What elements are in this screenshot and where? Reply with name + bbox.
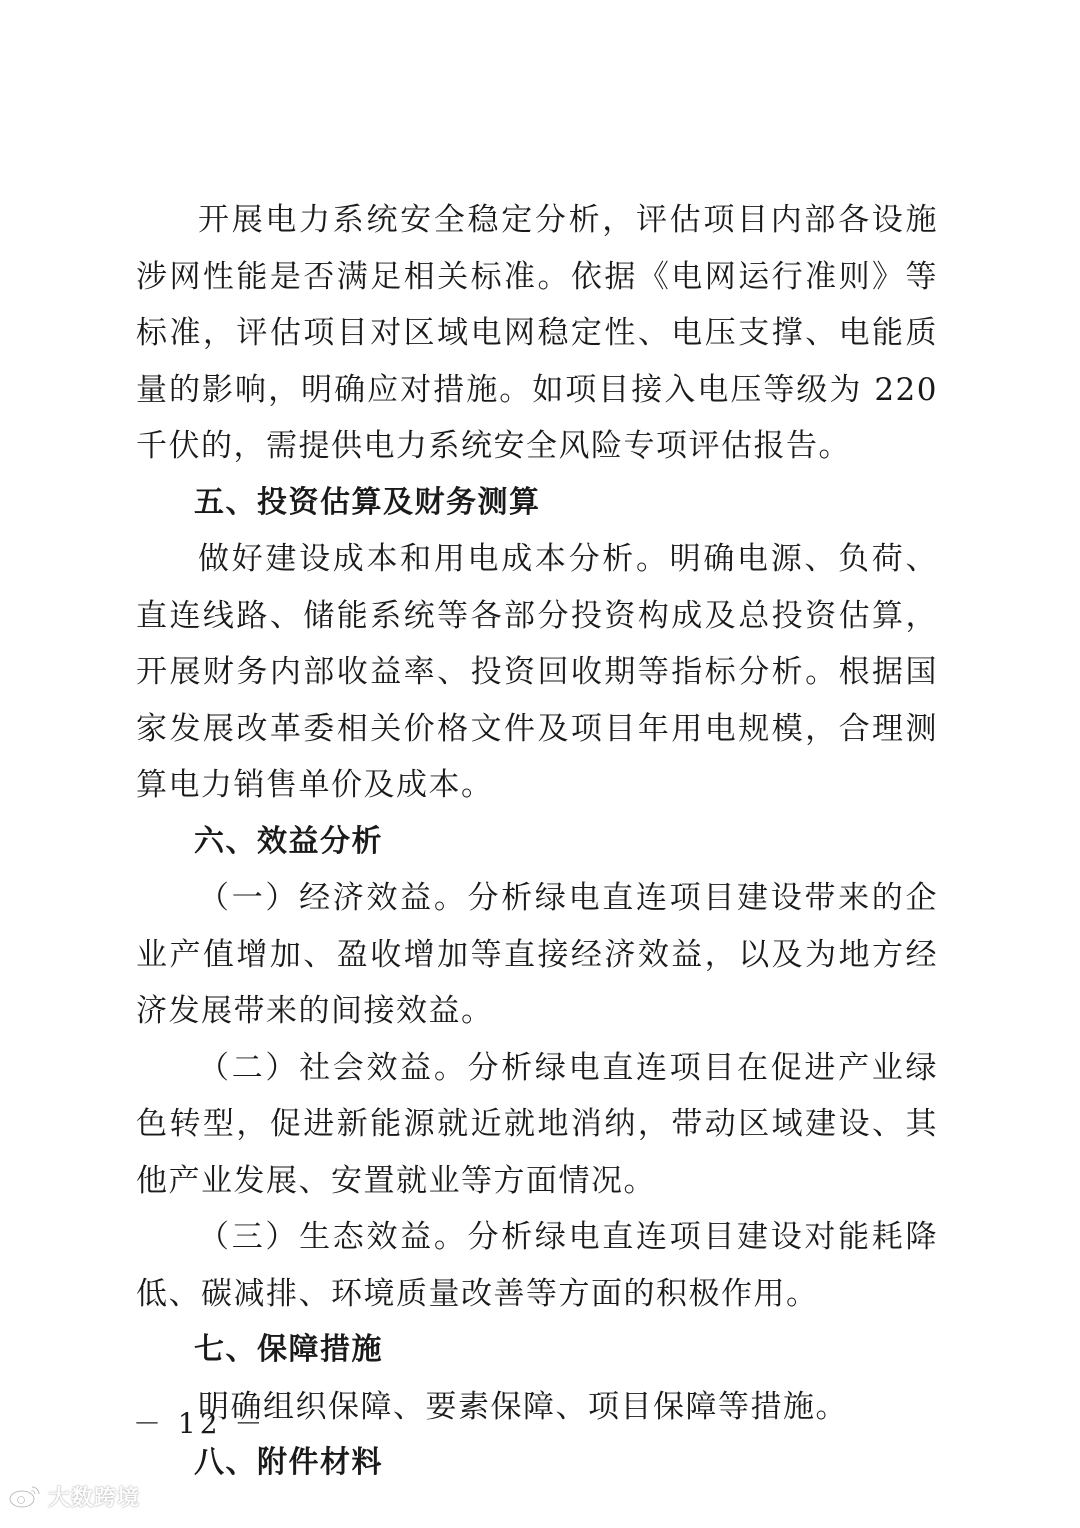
paragraph-investment: 做好建设成本和用电成本分析。明确电源、负荷、直连线路、储能系统等各部分投资构成及总投资估算，开展财务内部收益率、投资回收期等指标分析。根据国家发展改革委相关价格文件及项目年用电规模，合理测算电力销售单价及成本。 xyxy=(136,541,938,803)
section-heading-safeguards: 七、保障措施 xyxy=(194,1332,383,1367)
weibo-logo-icon xyxy=(8,1483,42,1509)
paragraph-stability-analysis: 开展电力系统安全稳定分析，评估项目内部各设施涉网性能是否满足相关标准。依据《电网运行准则》等标准，评估项目对区域电网稳定性、电压支撑、电能质量的影响，明确应对措施。如项目接入电压等级为 220 千伏的，需提供电力系统安全风险专项评估报告。 xyxy=(136,202,938,464)
paragraph-economic-benefit: （一）经济效益。分析绿电直连项目建设带来的企业产值增加、盈收增加等直接经济效益，以及为地方经济发展带来的间接效益。 xyxy=(136,880,938,1029)
section-heading-investment: 五、投资估算及财务测算 xyxy=(194,484,541,520)
section-heading-benefits: 六、效益分析 xyxy=(194,823,383,859)
watermark-text: 大数跨境 xyxy=(48,1485,141,1511)
watermark xyxy=(8,1476,140,1516)
paragraph-ecological-benefit: （三）生态效益。分析绿电直连项目建设对能耗降低、碳减排、环境质量改善等方面的积极作用。 xyxy=(136,1219,938,1312)
paragraph-social-benefit: （二）社会效益。分析绿电直连项目在促进产业绿色转型，促进新能源就近就地消纳，带动区域建设、其他产业发展、安置就业等方面情况。 xyxy=(136,1049,938,1199)
document-body xyxy=(136,192,938,1492)
section-heading-attachments: 八、附件材料 xyxy=(194,1445,383,1480)
page-number: － 12 － xyxy=(133,1407,267,1440)
paragraph-safeguards: 明确组织保障、要素保障、项目保障等措施。 xyxy=(198,1388,848,1425)
